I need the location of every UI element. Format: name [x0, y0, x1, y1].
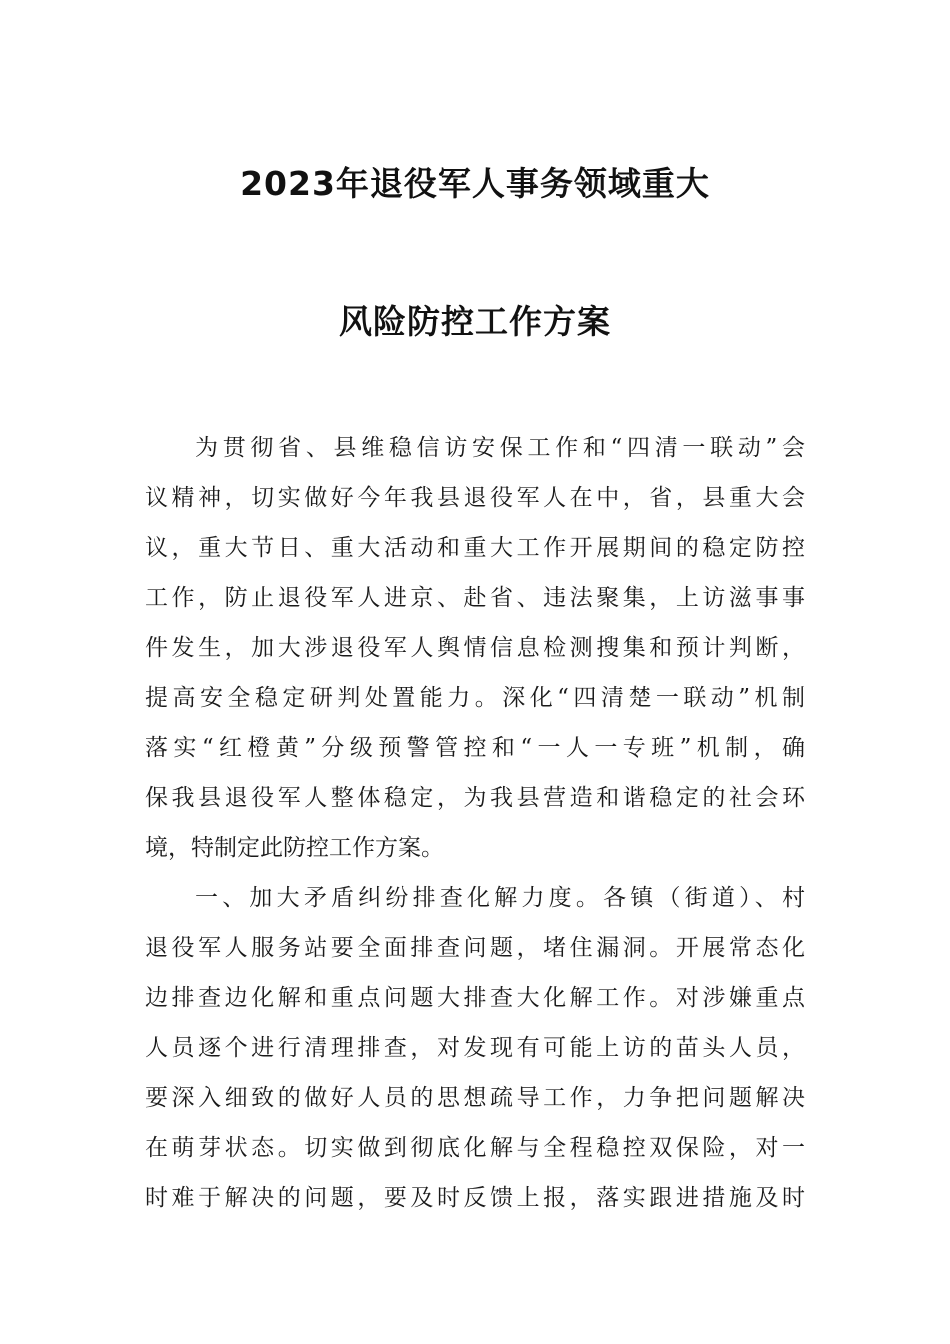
text-line: 时难于解决的问题，要及时反馈上报，落实跟进措施及时	[145, 1185, 805, 1211]
text-line: 议，重大节日、重大活动和重大工作开展期间的稳定防控	[145, 535, 805, 561]
text-line: 议精神，切实做好今年我县退役军人在中，省，县重大会	[145, 485, 805, 511]
text-line: 为贯彻省、县维稳信访安保工作和“四清一联动”会	[195, 435, 805, 461]
paragraph-section-1	[145, 873, 805, 1223]
paragraph-intro	[145, 423, 805, 873]
text-line: 一、加大矛盾纠纷排查化解力度。各镇（街道）、村	[195, 885, 805, 911]
text-line: 保我县退役军人整体稳定，为我县营造和谐稳定的社会环	[145, 785, 805, 811]
document-title-line-2: 风险防控工作方案	[339, 302, 611, 341]
document-title-line-1: 2023年退役军人事务领域重大	[240, 164, 710, 203]
text-line: 人员逐个进行清理排查，对发现有可能上访的苗头人员，	[145, 1035, 805, 1061]
text-line: 工作，防止退役军人进京、赴省、违法聚集，上访滋事事	[145, 585, 805, 611]
text-line: 边排查边化解和重点问题大排查大化解工作。对涉嫌重点	[145, 985, 805, 1011]
text-line: 件发生，加大涉退役军人舆情信息检测搜集和预计判断，	[145, 635, 805, 661]
text-line: 落实“红橙黄”分级预警管控和“一人一专班”机制，确	[145, 735, 805, 761]
text-line: 在萌芽状态。切实做到彻底化解与全程稳控双保险，对一	[145, 1135, 805, 1161]
text-line: 退役军人服务站要全面排查问题，堵住漏洞。开展常态化	[145, 935, 805, 961]
text-line: 要深入细致的做好人员的思想疏导工作，力争把问题解决	[145, 1085, 805, 1111]
text-line: 境，特制定此防控工作方案。	[145, 835, 444, 861]
text-line: 提高安全稳定研判处置能力。深化“四清楚一联动”机制	[145, 685, 805, 711]
